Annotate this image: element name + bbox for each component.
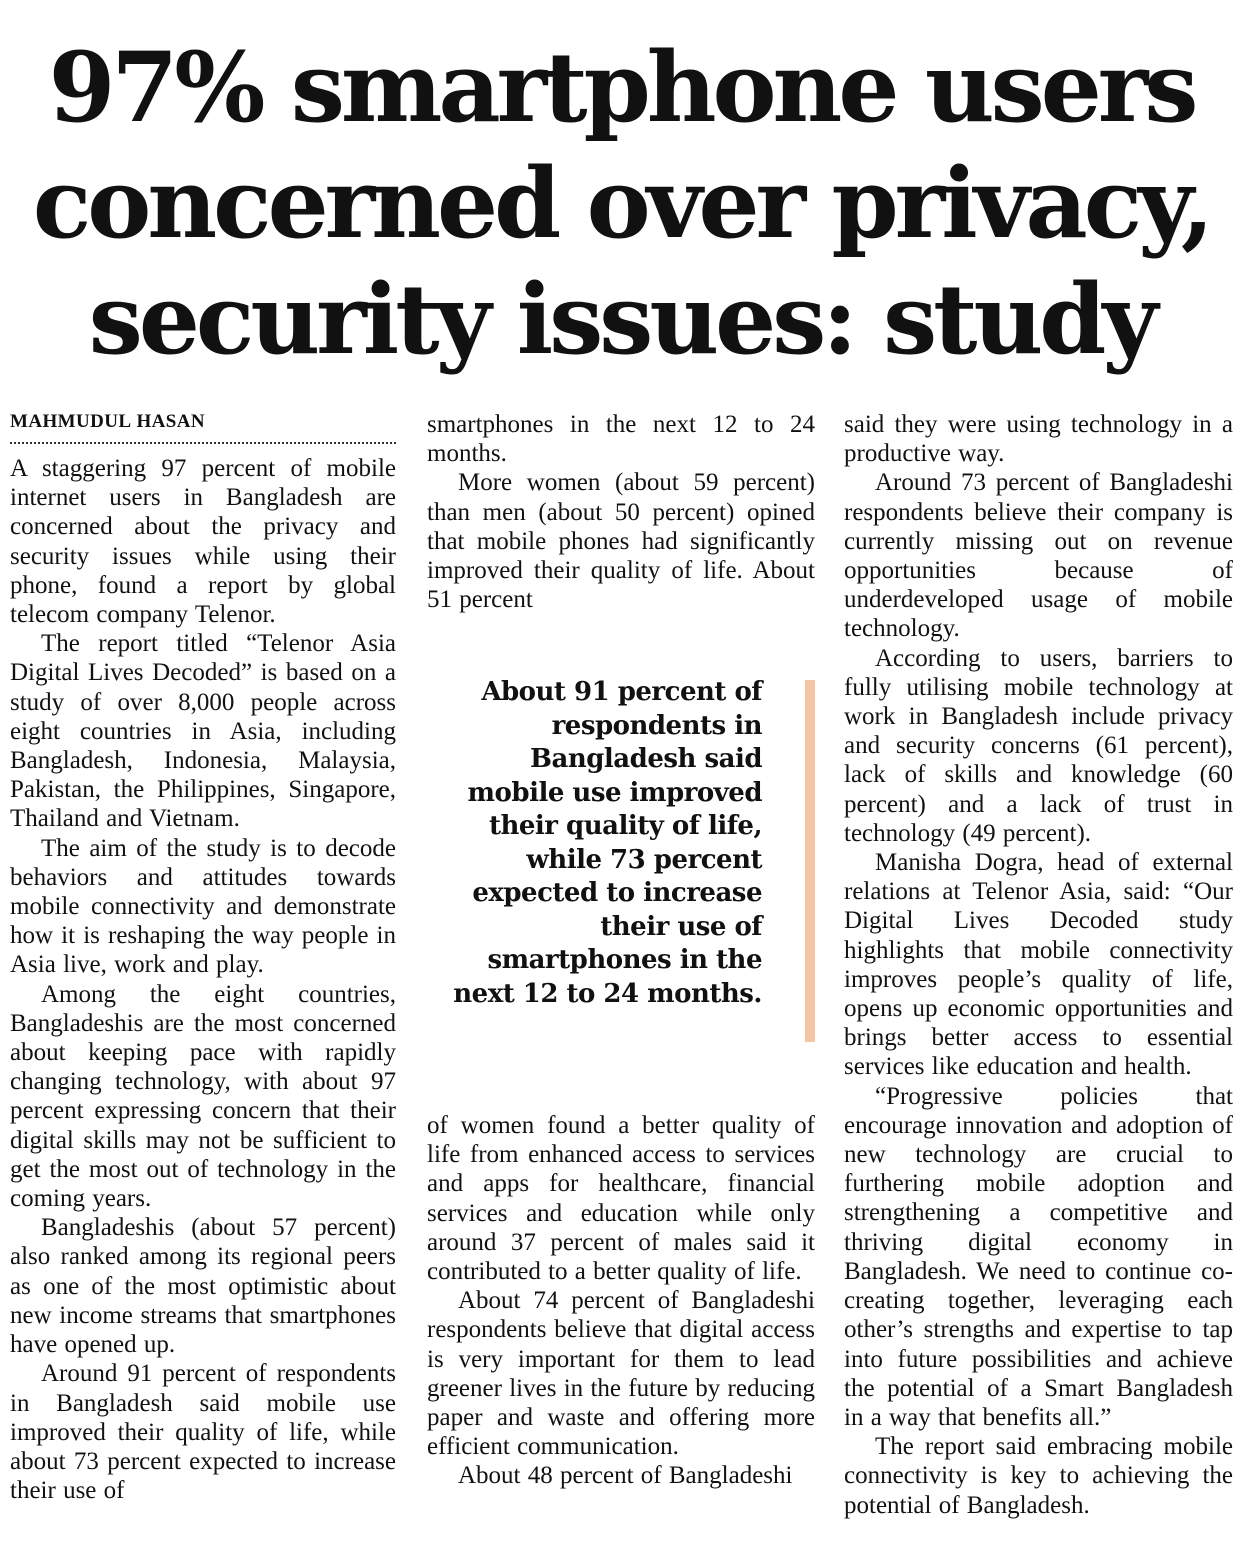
- paragraph: said they were using technology in a productive way.: [844, 411, 1233, 468]
- paragraph: A staggering 97 percent of mobile internet users in Bangladesh are concerned about the privacy and security issues while using their phone, found a report by global telecom company Telenor.: [10, 455, 396, 629]
- paragraph: About 48 percent of Bangladeshi: [458, 1462, 793, 1490]
- paragraph: More women (about 59 percent) than men (about 50 percent) opined that mobile phones had significantly improved their quality of life. About 51 percent: [427, 469, 815, 614]
- column-2-bottom: [427, 1111, 815, 1491]
- column-2-top: [427, 410, 815, 614]
- paragraph: Around 91 percent of respondents in Bangladesh said mobile use improved their quality of life, while about 73 percent expected to increase their use of: [10, 1360, 396, 1505]
- paragraph: of women found a better quality of life from enhanced access to services and apps for healthcare, financial services and education while only around 37 percent of males said it contributed to a better quality of life.: [427, 1112, 815, 1286]
- pull-quote: About 91 percent of respondents in Bangladesh said mobile use improved their quality of life, while 73 percent expected to increase their use of smartphones in the next 12 to 24 months.: [453, 677, 762, 1009]
- column-1: [10, 410, 396, 1505]
- pull-quote-accent-bar: [805, 680, 815, 1042]
- paragraph: Bangladeshis (about 57 percent) also ranked among its regional peers as one of the most optimistic about new income streams that smartphones have opened up.: [10, 1214, 396, 1359]
- paragraph: “Progressive policies that encourage innovation and adoption of new technology are crucial to furthering mobile adoption and strengthening a competitive and thriving digital economy in Bangladesh. We need to continue co-creating together, leveraging each other’s strengths and expertise to tap into future possibilities and achieve the potential of a Smart Bangladesh in a way that benefits all.”: [844, 1082, 1233, 1431]
- paragraph: smartphones in the next 12 to 24 months.: [427, 411, 815, 468]
- paragraph: The aim of the study is to decode behaviors and attitudes towards mobile connectivity and demonstrate how it is reshaping the way people in Asia live, work and play.: [10, 834, 396, 979]
- paragraph: About 74 percent of Bangladeshi respondents believe that digital access is very important for them to lead greener lives in the future by reducing paper and waste and offering more efficient communication.: [427, 1287, 815, 1461]
- paragraph: Around 73 percent of Bangladeshi respondents believe their company is currently missing out on revenue opportunities because of underdeveloped usage of mobile technology.: [844, 469, 1233, 643]
- paragraph: The report said embracing mobile connectivity is key to achieving the potential of Bangladesh.: [844, 1433, 1233, 1519]
- paragraph: The report titled “Telenor Asia Digital Lives Decoded” is based on a study of over 8,000 people across eight countries in Asia, including Bangladesh, Indonesia, Malaysia, Pakistan, the Philippines, Singapore, Thailand and Vietnam.: [10, 630, 396, 833]
- byline: MAHMUDUL HASAN: [10, 410, 396, 444]
- headline: 97% smartphone users concerned over privacy, security issues: study: [32, 31, 1211, 376]
- paragraph: Among the eight countries, Bangladeshis are the most concerned about keeping pace with rapidly changing technology, with about 97 percent expressing concern that their digital skills may not be sufficient to get the most out of technology in the coming years.: [10, 980, 396, 1213]
- paragraph: According to users, barriers to fully utilising mobile technology at work in Bangladesh include privacy and security concerns (61 percent), lack of skills and knowledge (60 percent) and a lack of trust in technology (49 percent).: [844, 644, 1233, 847]
- column-3: [844, 410, 1233, 1520]
- paragraph: Manisha Dogra, head of external relations at Telenor Asia, said: “Our Digital Lives Decoded study highlights that mobile connectivity improves people’s quality of life, opens up economic opportunities and brings better access to essential services like education and health.: [844, 849, 1233, 1081]
